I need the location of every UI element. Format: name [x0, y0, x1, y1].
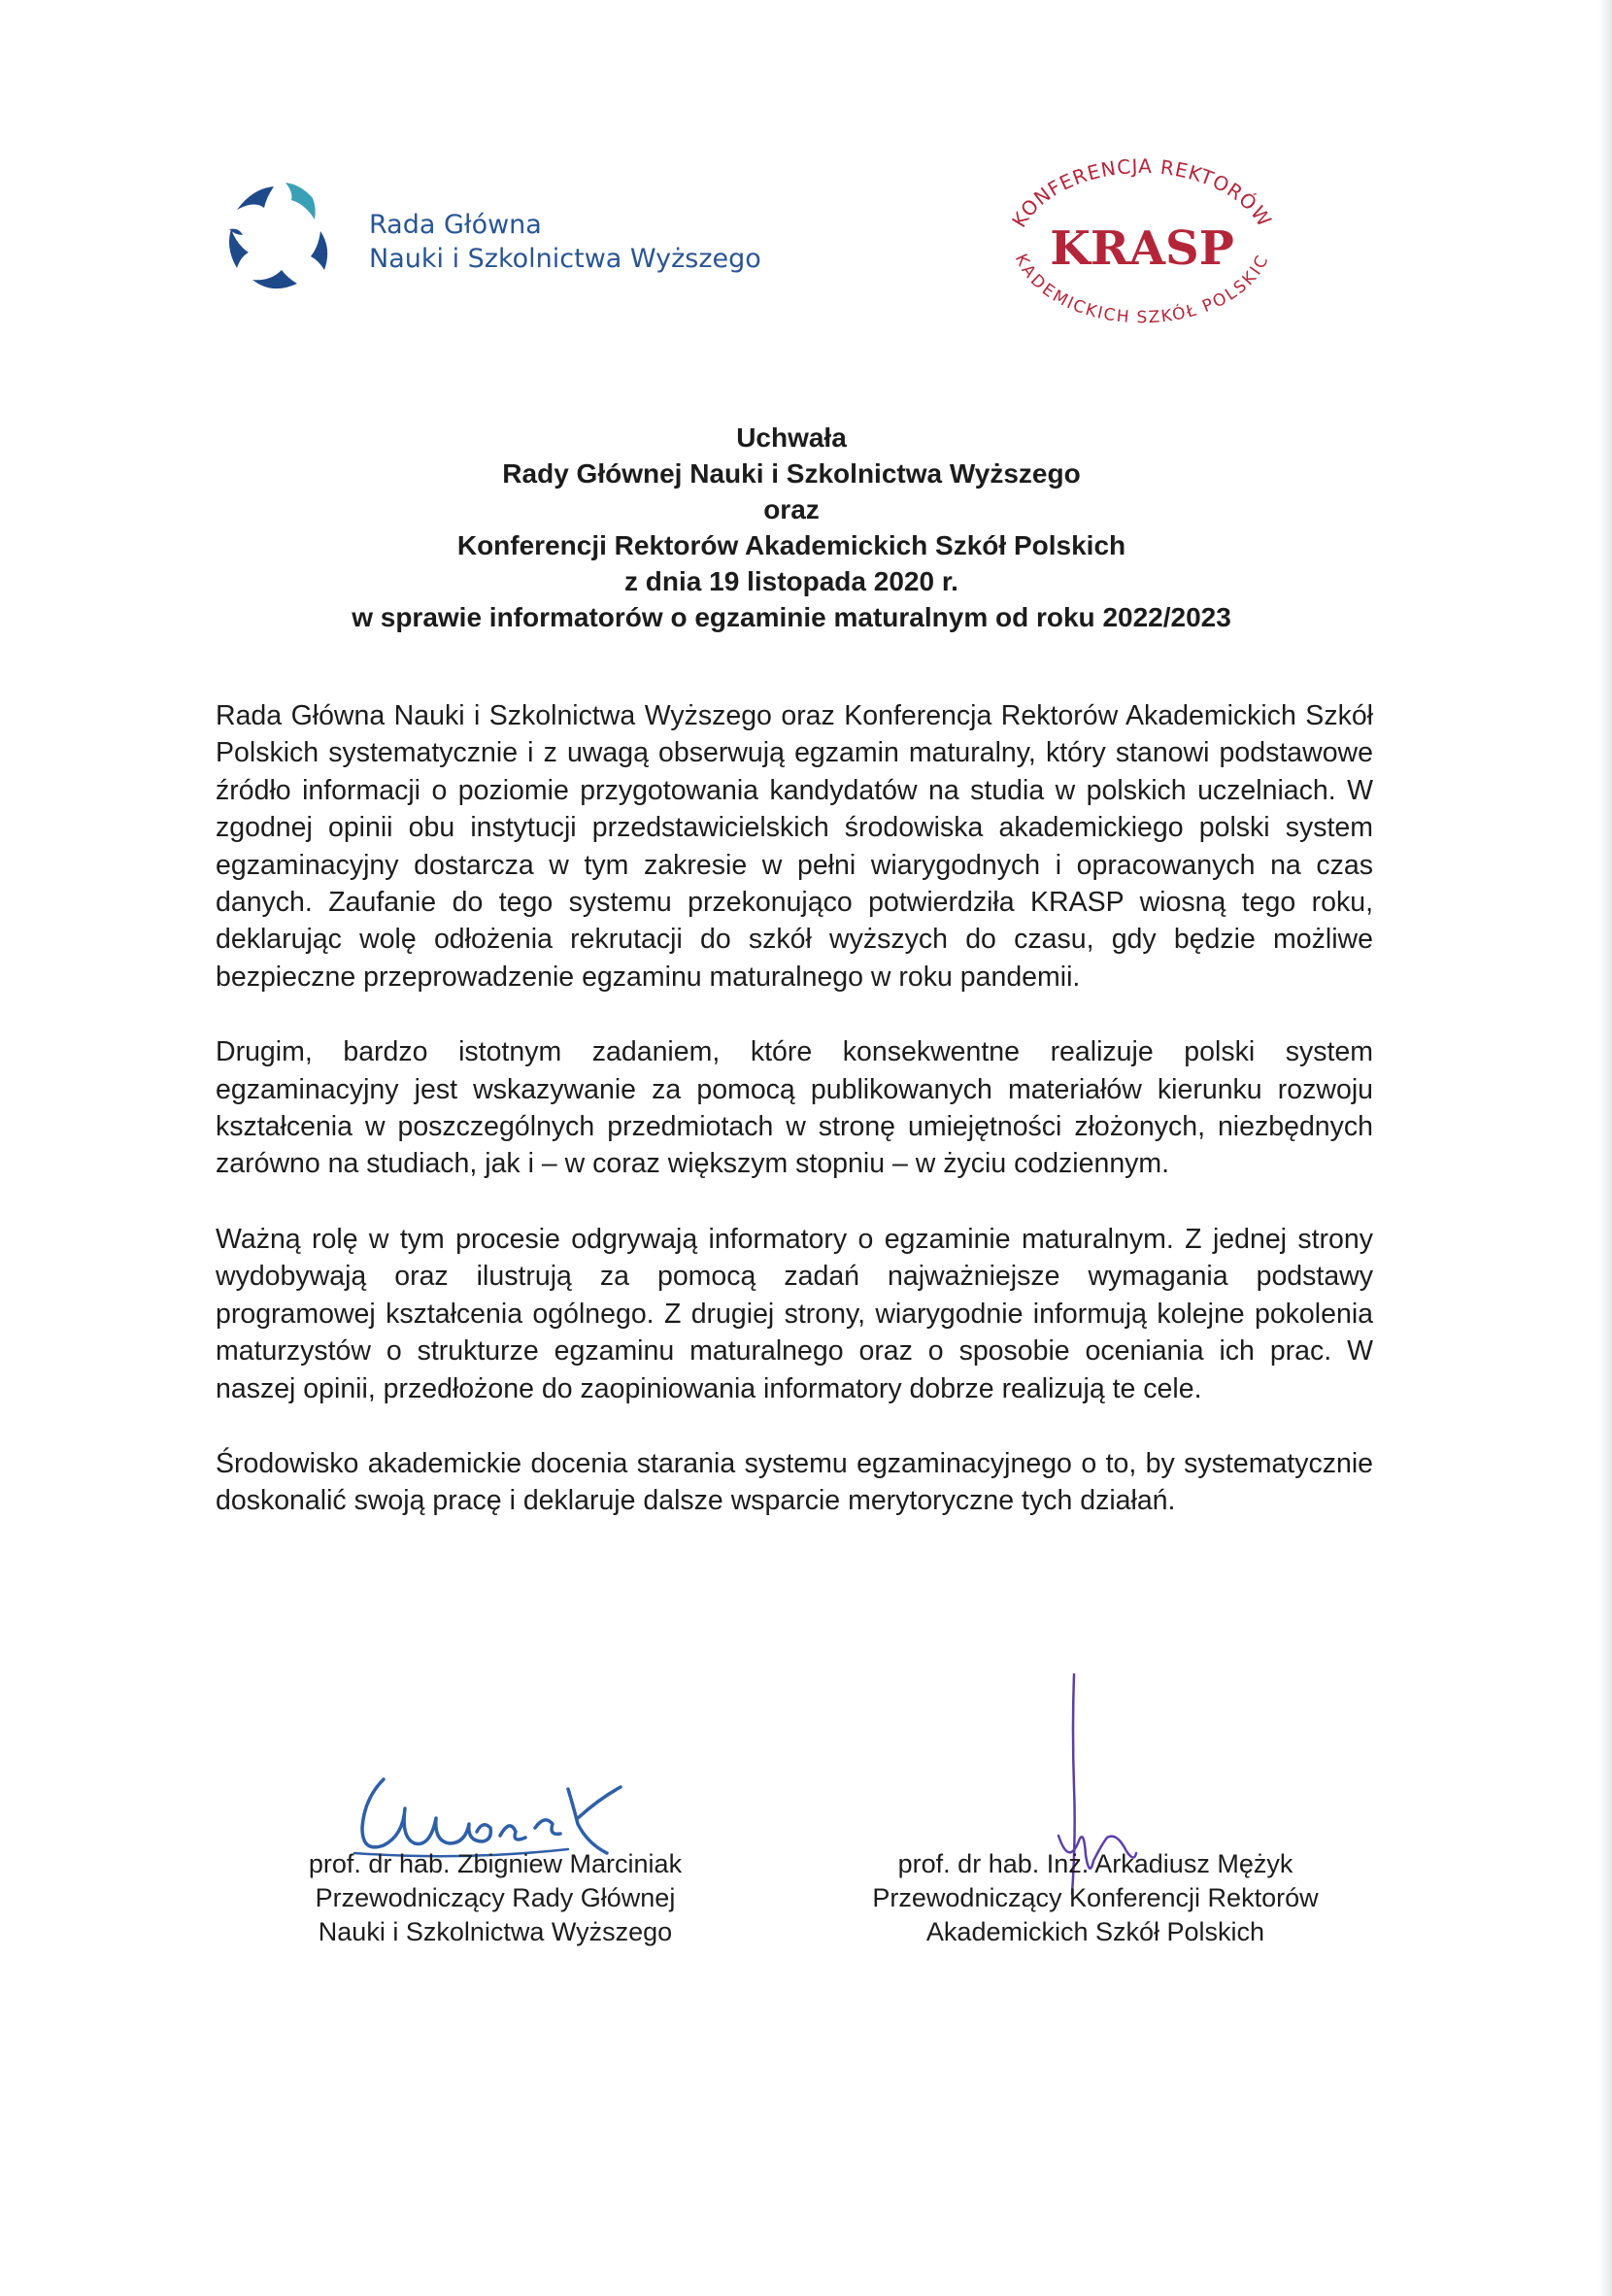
signatory-right-role1: Przewodniczący Konferencji Rektorów	[872, 1883, 1319, 1912]
resolution-body	[216, 697, 1373, 1558]
title-line-1: Uchwała	[736, 422, 847, 453]
title-line-5: z dnia 19 listopada 2020 r.	[624, 566, 958, 596]
signatory-right-role2: Akademickich Szkół Polskich	[925, 1917, 1265, 1946]
rgnisw-logo-text	[369, 208, 761, 276]
paragraph-4: Środowisko akademickie docenia starania systemu egzaminacyjnego o to, by systematycznie doskonalić swoją pracę i deklaruje dalsze wsparcie merytoryczne tych działań.	[216, 1447, 1373, 1517]
dove-circle-logo-icon	[223, 175, 340, 301]
title-line-4: Konferencji Rektorów Akademickich Szkół Polskich	[456, 530, 1126, 560]
krasp-label: KRASP	[1050, 221, 1234, 276]
title-line-6: w sprawie informatorów o egzaminie maturalnym od roku 2022/2023	[352, 602, 1231, 632]
paragraph-1: Rada Główna Nauki i Szkolnictwa Wyższego oraz Konferencja Rektorów Akademickich Szkół Polskich systematycznie i z uwagą obserwują egzamin maturalny, który stanowi podstawowe źródło informacji o poziomie przygotowania kandydatów na studia w polskich uczelniach. W zgodnej opinii obu instytucji przedstawicielskich środowiska akademickiego polski system egzaminacyjny dostarcza w tym zakresie w pełni wiarygodnych i opracowanych na czas danych. Zaufanie do tego systemu przekonująco potwierdziła KRASP wiosną tego roku, deklarując wolę odłożenia rekrutacji do szkół wyższych do czasu, gdy będzie możliwe bezpieczne przeprowadzenie egzaminu maturalnego w roku pandemii.	[216, 700, 1373, 993]
paragraph-3: Ważną rolę w tym procesie odgrywają informatory o egzaminie maturalnym. Z jednej strony wydobywają oraz ilustrują za pomocą zadań najważniejsze wymagania podstawy programowej kształcenia ogólnego. Z drugiej strony, wiarygodnie informują kolejne pokolenia maturzystów o strukturze egzaminu maturalnego oraz o sposobie oceniania ich prac. W naszej opinii, przedłożone do zaopiniowania informatory dobrze realizują te cele.	[216, 1223, 1373, 1404]
krasp-ring-bottom: KADEMICKICH SZKÓŁ POLSKIC	[1010, 251, 1273, 328]
signatory-left-role1: Przewodniczący Rady Głównej	[315, 1883, 676, 1912]
rgnisw-logo	[223, 167, 767, 313]
title-line-3: oraz	[763, 494, 820, 524]
paragraph-2: Drugim, bardzo istotnym zadaniem, które konsekwentne realizuje polski system egzaminacyjny jest wskazywanie za pomocą publikowanych materiałów kierunku rozwoju kształcenia w poszczególnych przedmiotach w stronę umiejętności złożonych, niezbędnych zarówno na studiach, jak i – w coraz większym stopniu – w życiu codziennym.	[216, 1036, 1373, 1180]
rgnisw-line2: Nauki i Szkolnictwa Wyższego	[369, 244, 761, 274]
title-line-2: Rady Głównej Nauki i Szkolnictwa Wyższego	[502, 458, 1081, 489]
krasp-ring-top: KONFERENCJA REKTORÓW	[1007, 153, 1277, 232]
signatory-left-name: prof. dr hab. Zbigniew Marciniak	[308, 1849, 683, 1878]
rgnisw-line1: Rada Główna	[369, 210, 542, 240]
signature-block-left	[243, 1847, 748, 1949]
krasp-stamp	[991, 146, 1292, 345]
signatory-right-name: prof. dr hab. Inż. Arkadiusz Mężyk	[897, 1849, 1293, 1878]
scan-edge	[1598, 0, 1612, 2296]
krasp-stamp-icon	[991, 146, 1292, 340]
svg-text:KONFERENCJA REKTORÓW	[1007, 154, 1276, 231]
signatory-left-role2: Nauki i Szkolnictwa Wyższego	[318, 1917, 673, 1946]
resolution-title	[155, 420, 1427, 635]
signature-block-right	[833, 1847, 1358, 1949]
